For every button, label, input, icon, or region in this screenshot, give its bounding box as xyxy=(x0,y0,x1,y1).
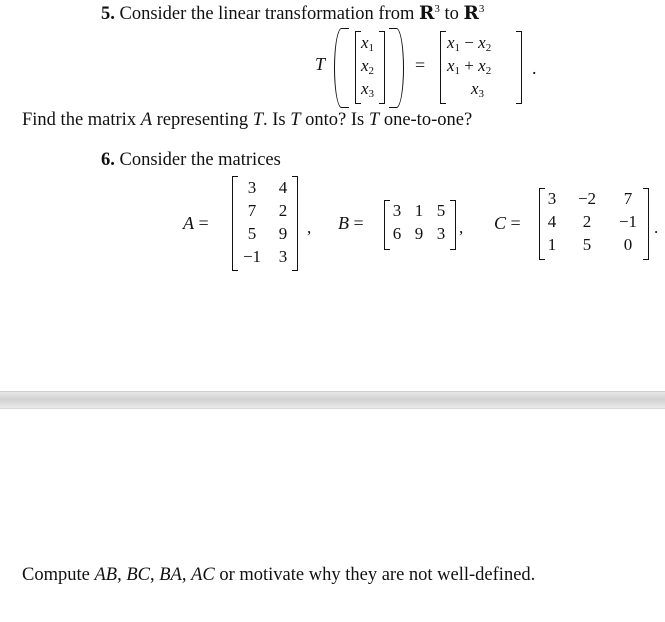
page-divider xyxy=(0,391,665,409)
matrix-c-r1c1: 3 xyxy=(547,189,557,208)
input-vector-right-bracket xyxy=(379,31,385,104)
codomain-space: R xyxy=(463,3,479,25)
matrix-c-r2c2: 2 xyxy=(582,212,592,231)
output-vector-right-bracket xyxy=(516,31,522,104)
input-vector-entry-3: $x_3$ xyxy=(361,79,375,100)
matrix-b-r2c1: 6 xyxy=(392,224,402,243)
matrix-b-r2c3: 3 xyxy=(436,224,446,243)
matrix-b-r1c3: 5 xyxy=(436,201,446,220)
left-paren xyxy=(334,28,349,108)
matrix-b-right-bracket xyxy=(450,200,456,250)
input-vector-entry-2: $x_2$ xyxy=(361,56,375,77)
to-word: to xyxy=(439,4,464,25)
problem-5-statement xyxy=(101,3,484,25)
problem-6-intro: Consider the matrices xyxy=(119,150,281,170)
problem-6-number: 6. xyxy=(101,150,115,170)
matrix-c-r1c2: −2 xyxy=(577,189,597,208)
matrix-b-r1c1: 3 xyxy=(392,201,402,220)
output-vector-left-bracket xyxy=(440,31,446,104)
output-vector-entry-1: $x_1 - x_2$ xyxy=(447,33,492,54)
problem-5-number: 5. xyxy=(101,4,115,25)
matrix-a-comma: , xyxy=(307,218,312,237)
problem-5-question: Find the matrix A representing T. Is T onto? Is T one-to-one? xyxy=(22,110,473,130)
problem-5-intro: Consider the linear transformation from xyxy=(119,4,420,25)
matrix-b-label: B = xyxy=(338,213,364,233)
domain-exponent: 3 xyxy=(434,3,440,15)
domain-space: R xyxy=(419,3,435,25)
matrix-b-comma: , xyxy=(459,218,464,237)
map-symbol: T xyxy=(315,54,326,74)
matrix-a-r3c1: 5 xyxy=(247,224,257,243)
matrix-c-r2c1: 4 xyxy=(547,212,557,231)
matrix-c-r3c3: 0 xyxy=(623,235,633,254)
matrix-b-r1c2: 1 xyxy=(414,201,424,220)
problem-6-task: Compute AB, BC, BA, AC or motivate why they are not well-defined. xyxy=(22,565,536,585)
matrix-a-r3c2: 9 xyxy=(278,224,288,243)
output-vector-entry-2: $x_1 + x_2$ xyxy=(447,56,492,77)
matrix-c-r3c1: 1 xyxy=(547,235,557,254)
right-paren xyxy=(389,28,404,108)
matrix-a-r4c2: 3 xyxy=(278,247,288,266)
matrix-c-r1c3: 7 xyxy=(623,189,633,208)
matrix-c-r2c3: −1 xyxy=(618,212,638,231)
matrix-a-r1c1: 3 xyxy=(247,178,257,197)
codomain-exponent: 3 xyxy=(478,3,485,15)
matrix-a-r1c2: 4 xyxy=(278,178,288,197)
equals-sign: = xyxy=(415,55,426,75)
matrix-a-r2c2: 2 xyxy=(278,201,288,220)
matrix-c-r3c2: 5 xyxy=(582,235,592,254)
matrix-c-label: C = xyxy=(494,213,521,233)
matrix-a-r4c1: −1 xyxy=(242,247,262,266)
matrix-c-period: . xyxy=(654,218,659,237)
problem-6-statement xyxy=(101,150,281,171)
display-period: . xyxy=(532,58,537,78)
output-vector-entry-3: $x_3$ xyxy=(471,79,485,100)
matrix-a-r2c1: 7 xyxy=(247,201,257,220)
matrix-b-r2c2: 9 xyxy=(414,224,424,243)
matrix-a-label: A = xyxy=(183,213,209,233)
input-vector-entry-1: $x_1$ xyxy=(361,33,375,54)
